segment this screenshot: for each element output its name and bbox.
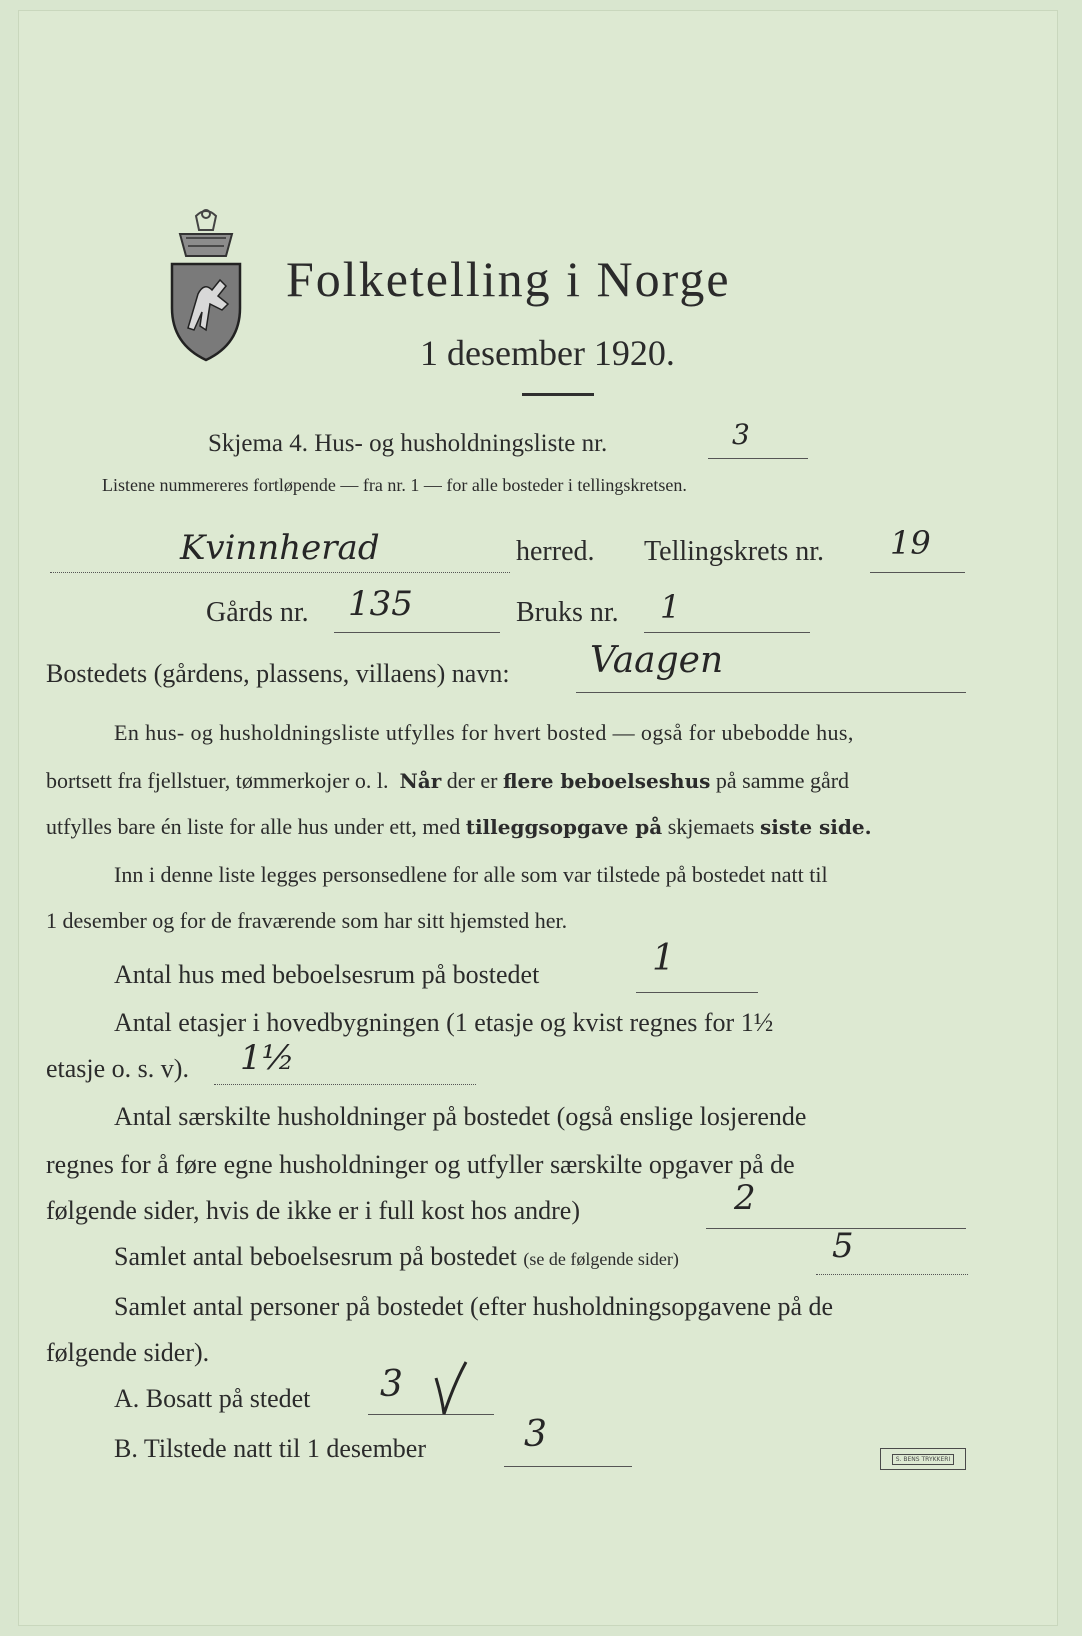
pers-line-1: Samlet antal personer på bostedet (efter husholdningsopgavene på de	[114, 1292, 834, 1321]
bruks-label: Bruks nr.	[516, 597, 619, 628]
tilstede-value: 3	[524, 1414, 547, 1455]
bosted-value: Vaagen	[590, 640, 724, 681]
instruction-line-3	[46, 814, 872, 840]
schema-label: Skjema 4. Hus- og husholdningsliste nr.	[208, 430, 608, 457]
hus-value: 1	[652, 938, 675, 979]
check-mark-icon	[432, 1358, 472, 1418]
hush-value: 2	[734, 1178, 756, 1218]
hush-line-1: Antal særskilte husholdninger på bostedet (også enslige losjerende	[114, 1102, 807, 1131]
hush-line-2: regnes for å føre egne husholdninger og utfyller særskilte opgaver på de	[46, 1150, 795, 1179]
gards-label: Gårds nr.	[206, 597, 309, 628]
pers-line-2: følgende sider).	[46, 1338, 210, 1367]
instruction-line-5: 1 desember og for de fraværende som har sitt hjemsted her.	[46, 908, 568, 933]
instruction-text: utfylles bare én liste for alle hus under ett, med	[46, 814, 461, 839]
etasjer-line	[214, 1084, 476, 1085]
bosatt-value: 3	[380, 1364, 403, 1405]
printer-stamp	[880, 1448, 966, 1470]
bruks-value: 1	[660, 588, 681, 626]
schema-number-value: 3	[732, 418, 750, 451]
instruction-line-1: En hus- og husholdningsliste utfylles for hvert bosted — også for ubebodde hus,	[114, 720, 854, 745]
schema-note: Listene nummereres fortløpende — fra nr. 1 — for alle bosteder i tellingskretsen.	[102, 475, 687, 495]
hus-line	[636, 992, 758, 993]
etasjer-line-1: Antal etasjer i hovedbygningen (1 etasje og kvist regnes for 1½	[114, 1008, 774, 1037]
instruction-text: på samme gård	[715, 768, 850, 793]
rum-value: 5	[832, 1226, 854, 1266]
bosted-line	[576, 692, 966, 693]
hus-label: Antal hus med beboelsesrum på bostedet	[114, 960, 540, 989]
krets-value: 19	[890, 524, 931, 562]
krets-line	[870, 572, 965, 573]
rum-line	[816, 1274, 968, 1275]
bosted-label: Bostedets (gårdens, plassens, villaens) navn:	[46, 659, 510, 688]
instruction-line-2	[46, 768, 849, 794]
bosatt-line	[368, 1414, 494, 1415]
instruction-bold: siste side.	[759, 815, 872, 839]
tilstede-label: B. Tilstede natt til 1 desember	[114, 1434, 426, 1463]
page-title: Folketelling i Norge	[286, 251, 731, 307]
page-subtitle: 1 desember 1920.	[420, 333, 675, 373]
bruks-line	[644, 632, 810, 633]
printer-stamp-text: S. BENS TRYKKERI	[892, 1454, 954, 1465]
rum-label-text: Samlet antal beboelsesrum på bostedet	[114, 1242, 517, 1271]
gards-value: 135	[348, 584, 413, 624]
title-divider	[522, 393, 594, 396]
herred-label: herred.	[516, 536, 595, 567]
etasjer-line-2: etasje o. s. v).	[46, 1054, 189, 1083]
instruction-bold: tilleggsopgave på	[465, 815, 663, 839]
coat-of-arms-icon	[166, 208, 246, 366]
instruction-text: der er	[446, 768, 498, 793]
instruction-text: skjemaets	[667, 814, 755, 839]
gards-line	[334, 632, 500, 633]
census-form-page	[18, 10, 1058, 1626]
instruction-bold: Når	[399, 769, 442, 793]
schema-number-line	[708, 458, 808, 459]
herred-line	[50, 572, 510, 573]
herred-value: Kvinnherad	[180, 528, 380, 568]
bosatt-label: A. Bosatt på stedet	[114, 1384, 311, 1413]
instruction-line-4: Inn i denne liste legges personsedlene for alle som var tilstede på bostedet natt til	[114, 862, 828, 887]
tilstede-line	[504, 1466, 632, 1467]
krets-label: Tellingskrets nr.	[644, 536, 825, 567]
rum-note: (se de følgende sider)	[523, 1249, 679, 1269]
hush-line-3: følgende sider, hvis de ikke er i full kost hos andre)	[46, 1196, 580, 1225]
etasjer-value: 1½	[240, 1038, 295, 1078]
instruction-bold: flere beboelseshus	[502, 769, 711, 793]
instruction-text: bortsett fra fjellstuer, tømmerkojer o. l.	[46, 768, 389, 793]
rum-label	[114, 1242, 679, 1272]
